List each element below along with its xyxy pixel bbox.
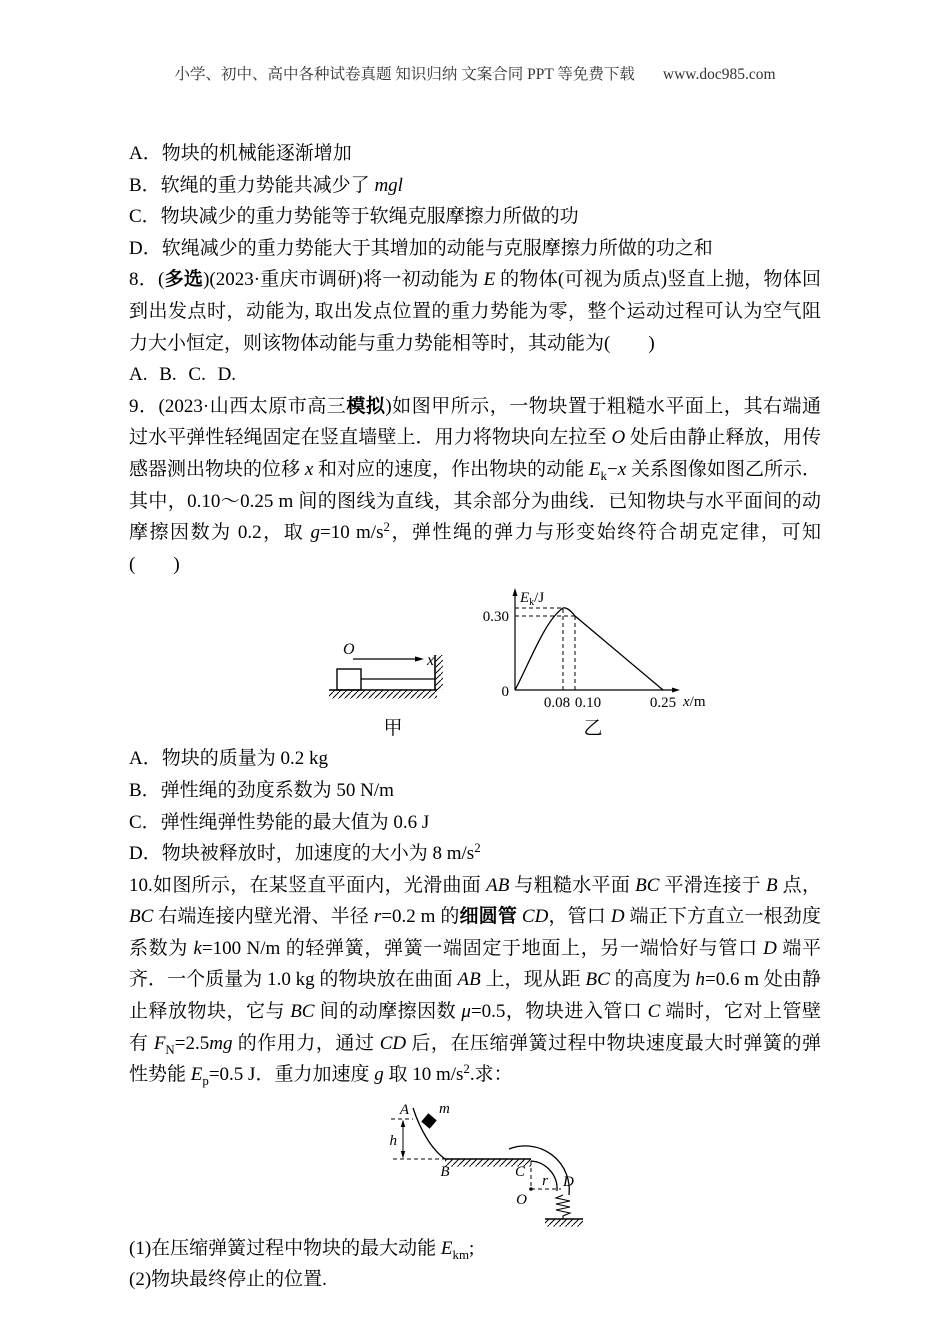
- figure-yi: [473, 586, 713, 741]
- radius-r-label: r: [542, 1172, 548, 1189]
- point-o-label: O: [343, 641, 355, 659]
- spring-ground-hatching: [545, 1219, 583, 1226]
- figure-jia-drawing: [327, 638, 459, 700]
- x-var: x: [683, 694, 690, 711]
- h-arrowhead-top: [401, 1119, 405, 1127]
- y-axis-title: [519, 590, 544, 608]
- mass-m-label: m: [439, 1100, 450, 1117]
- q8-answer-choices: A. B. C. D.: [129, 364, 237, 386]
- q9-stem: 9．(2023·山西太原市高三模拟)如图甲所示，一物块置于粗糙水平面上，其右端通过水平弹性轻绳固定在竖直墙壁上．用力将物块向左拉至 O 处后由静止释放，用传感器测出物块的位移 x 和对应的速度，作出物块的动能 $E_k-x$ 关系图像如图乙所示．其中，0.10～0.25 m 间的图线为直线，其余部分为曲线．已知物块与水平面间的动摩擦因数为 0.2，取 g=10 $m/s^2$，弹性绳的弹力与形变始终符合胡克定律，可知( ): [129, 395, 821, 575]
- y-tick-030: 0.30: [482, 609, 509, 626]
- ek-curve: [515, 608, 663, 690]
- ground-hatching: [329, 691, 437, 699]
- header-site-url: www.doc985.com: [662, 66, 776, 83]
- point-b-label: B: [440, 1163, 450, 1180]
- x-tick-008: 0.08: [543, 695, 571, 712]
- point-a-label: A: [399, 1101, 409, 1118]
- h-arrowhead-bottom: [401, 1151, 405, 1159]
- q10-stem: 10.如图所示，在某竖直平面内，光滑曲面 AB 与粗糙水平面 BC 平滑连接于 B 点，BC 右端连接内壁光滑、半径 r=0.2 m 的细圆管 CD，管口 D 端正下方直立一根劲度系数为 k=100 N/m 的轻弹簧，弹簧一端固定于地面上，另一端恰好与管口 D 端平齐．一个质量为 1.0 kg 的物块放在曲面 AB 上，现从距 BC 的高度为 h=0.6 m 处由静止释放物块，它与 BC 间的动摩擦因数 μ=0.5，物块进入管口 C 端时，它对上管壁有 $F_N=2.5mg$ 的作用力，通过 CD 后，在压缩弹簧过程中物块速度最大时弹簧的弹性势能 $E_p=0.5$ J．重力加速度 g 取 10 $m/s^2$.求：: [129, 874, 821, 1089]
- x-tick-010: 0.10: [574, 695, 602, 712]
- figure-yi-caption: 乙: [583, 718, 603, 740]
- block-m: [421, 1113, 436, 1128]
- q9-option-a: A．物块的质量为 0.2 kg: [129, 748, 328, 770]
- q9-figure: [327, 586, 821, 741]
- x-tick-025: 0.25: [649, 695, 677, 712]
- wall-hatching: [436, 655, 443, 690]
- height-h-label: h: [389, 1132, 397, 1149]
- center-o-label: O: [516, 1191, 527, 1208]
- q9-option-b: B．弹性绳的劲度系数为 50 N/m: [129, 779, 394, 801]
- spring: [556, 1195, 570, 1219]
- q10-sub-question-2: (2)物块最终停止的位置.: [129, 1269, 327, 1291]
- figure-yi-graph: [473, 586, 713, 716]
- block-rect: [337, 669, 361, 690]
- q9-option-c: C．弹性绳弹性势能的最大值为 0.6 J: [129, 811, 430, 833]
- x-arrowhead: [415, 657, 424, 662]
- x-axis-title: [682, 694, 706, 710]
- figure-jia-caption: 甲: [383, 718, 403, 740]
- page-header: [0, 0, 950, 84]
- y-var-sub: k: [529, 597, 535, 609]
- figure-jia: [327, 638, 459, 741]
- q7-option-d: D．软绳减少的重力势能大于其增加的动能与克服摩擦力所做的功之和: [129, 237, 713, 259]
- header-text: 小学、初中、高中各种试卷真题 知识归纳 文案合同 PPT 等免费下载: [174, 66, 635, 83]
- q7-option-b: B．软绳的重力势能共减少了 mgl: [129, 174, 403, 196]
- x-axis-arrowhead: [672, 688, 680, 693]
- q10-figure-drawing: [357, 1099, 607, 1231]
- x-unit: /m: [689, 694, 706, 711]
- q8-stem: 8．(多选)(2023·重庆市调研)将一初动能为 E 的物体(可视为质点)竖直上抛，物体回到出发点时，动能为, 取出发点位置的重力势能为零，整个运动过程可认为空气阻力大小恒定，则该物体动能与重力势能相等时，其动能为( ): [129, 269, 822, 354]
- point-c-label: C: [514, 1163, 525, 1180]
- point-d-label: D: [563, 1173, 574, 1190]
- y-axis-arrowhead: [513, 588, 518, 596]
- center-o-dot: [529, 1187, 533, 1191]
- x-axis-label: x: [427, 652, 435, 670]
- y-var: E: [520, 590, 530, 607]
- q9-option-d: D．物块被释放时，加速度的大小为 8 $m/s^2$: [129, 840, 481, 865]
- q10-figure: [357, 1099, 821, 1231]
- q7-option-c: C．物块减少的重力势能等于软绳克服摩擦力所做的功: [129, 206, 579, 228]
- origin-zero: 0: [501, 684, 509, 701]
- q7-option-a: A．物块的机械能逐渐增加: [129, 143, 352, 164]
- exam-content: [129, 138, 821, 1296]
- q10-sub-question-1: (1)在压缩弹簧过程中物块的最大动能 $E_{km}$;: [129, 1237, 475, 1262]
- y-unit: /J: [534, 590, 545, 607]
